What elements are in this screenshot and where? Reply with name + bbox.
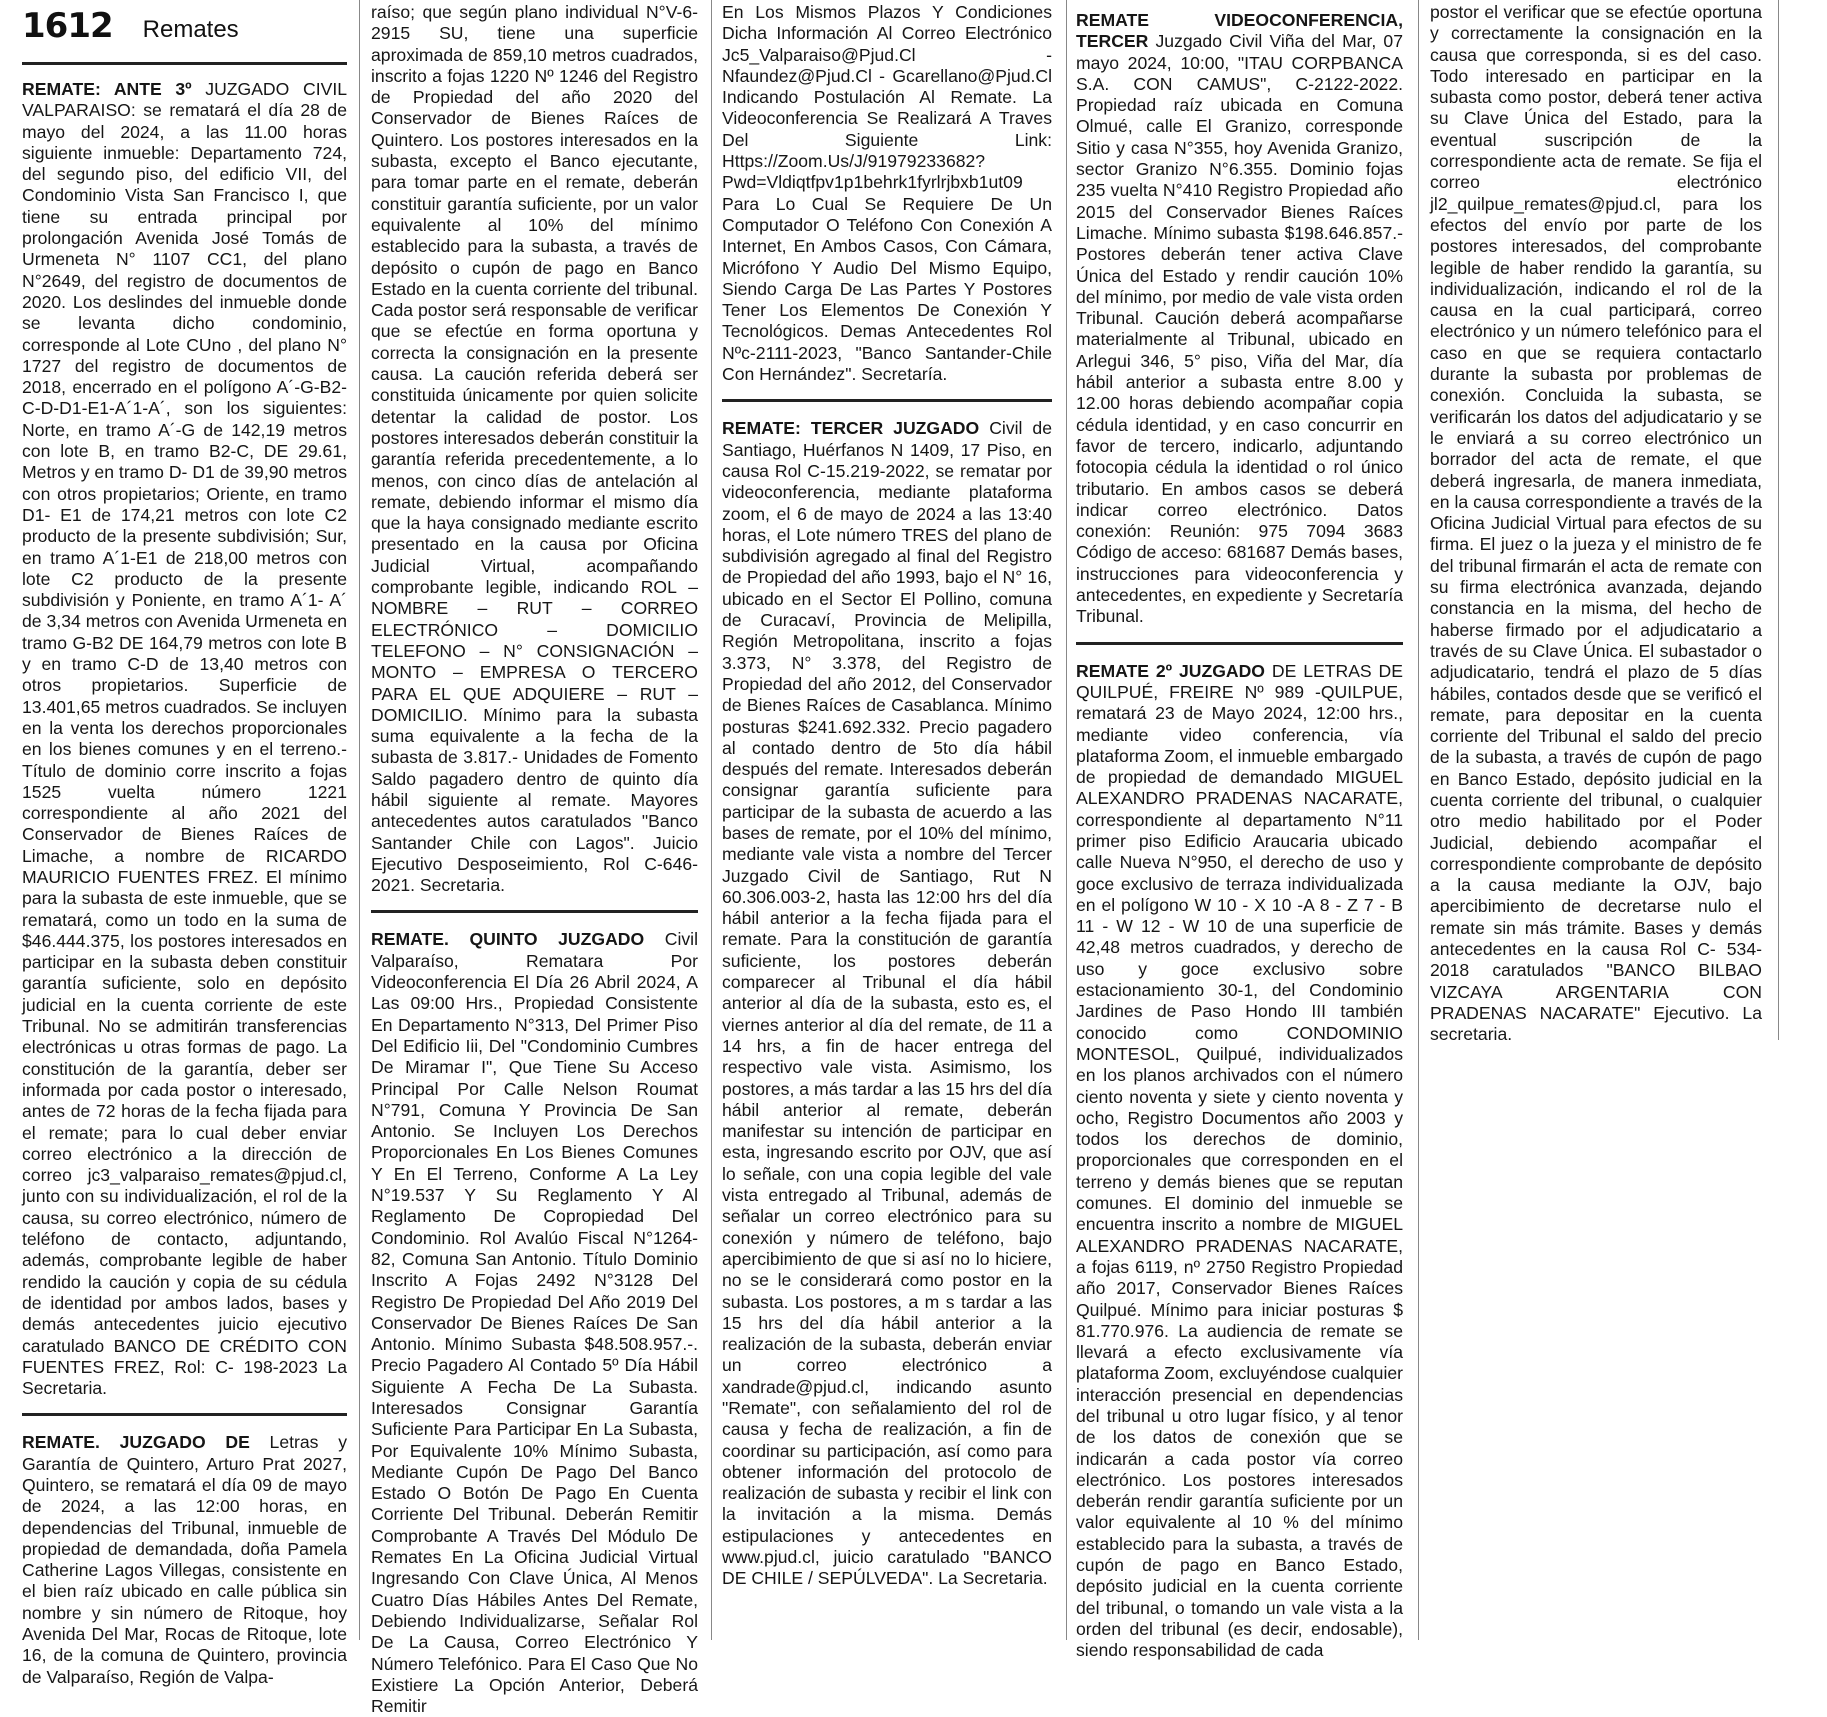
- column-5: [1430, 2, 1762, 1052]
- column-4: [1076, 10, 1403, 1669]
- notice-lead: REMATE 2º JUZGADO: [1076, 660, 1265, 681]
- column-2: [371, 2, 698, 1717]
- notice: [22, 62, 347, 1399]
- notice: [722, 399, 1052, 1589]
- notice: [22, 1413, 347, 1688]
- notice-body: Juzgado Civil Viña del Mar, 07 mayo 2024, 10:00, "ITAU CORPBANCA S.A. CON CAMUS", C-2122-2022. Propiedad raíz ubicada en Comuna Olmué, calle El Granizo, corresponde Sitio y casa N°355, hoy Avenida Granizo, sector Granizo N°6.355. Dominio fojas 235 vuelta N°410 Registro Propiedad año 2015 del Conservador Bienes Raíces Limache. Mínimo subasta $198.646.857.- Postores deberán tener activa Clave Única del Estado y rendir caución 10% del mínimo, por medio de vale vista orden Tribunal. Caución deberá acompañarse materialmente al Tribunal, ubicado en Arlegui 346, 5° piso, Viña del Mar, día hábil anterior a subasta entre 8.00 y 12.00 horas debiendo acompañar copia cédula identidad, y en caso concurrir en favor de tercero, indicarlo, adjuntando fotocopia cédula la identidad o rol único tributario. En ambos casos se deberá indicar correo electrónico. Datos conexión: Reunión: 975 7094 3683 Código de acceso: 681687 Demás bases, instrucciones para videoconferencia y antecedentes, en expediente y Secretaría Tribunal.: [1076, 31, 1403, 627]
- notice: [1076, 642, 1403, 1662]
- page-header: [22, 6, 239, 52]
- column-divider: [1066, 0, 1067, 1640]
- notice-body: Civil Valparaíso, Rematara Por Videoconferencia El Día 26 Abril 2024, A Las 09:00 Hrs., Propiedad Consistente En Departamento N°313, Del Primer Piso Del Edificio Iii, Del "Condominio Cumbres De Miramar I", Que Tiene Su Acceso Principal Por Calle Nelson Roumat N°791, Comuna Y Provincia De San Antonio. Se Incluyen Los Derechos Proporcionales En Los Bienes Comunes Y En El Terreno, Conforme A La Ley N°19.537 Y Su Reglamento Y Al Reglamento De Copropiedad Del Condominio. Rol Avalúo Fiscal N°1264-82, Comuna San Antonio. Título Dominio Inscrito A Fojas 2492 N°3128 Del Registro De Propiedad Del Año 2019 Del Conservador De Bienes Raíces De San Antonio. Mínimo Subasta $48.508.957.-. Precio Pagadero Al Contado 5º Día Hábil Siguiente A Fecha De La Subasta. Interesados Consignar Garantía Suficiente Para Participar En La Subasta, Por Equivalente 10% Mínimo Subasta, Mediante Cupón De Pago Del Banco Estado O Botón De Pago En Cuenta Corriente Del Tribunal. Deberán Remitir Comprobante A Través Del Módulo De Remates En La Oficina Judicial Virtual Ingresando Con Clave Única, Al Menos Cuatro Días Hábiles Antes Del Remate, Debiendo Individualizarse, Señalar Rol De La Causa, Correo Electrónico Y Número Telefónico. Para El Caso Que No Existiere La Opción Anterior, Deberá Remitir: [371, 929, 698, 1717]
- notice-lead: REMATE: ANTE 3º: [22, 79, 192, 99]
- page-number: 1612: [22, 6, 113, 46]
- notice-lead: REMATE: TERCER JUZGADO: [722, 418, 980, 439]
- notice-lead: REMATE VIDEOCONFERENCIA, TERCER: [1076, 10, 1403, 52]
- column-3: [722, 2, 1052, 1661]
- continued-text: raíso; que según plano individual N°V-6-2915 SU, tiene una superficie aproximada de 859,10 metros cuadrados, inscrito a fojas 1220 Nº 1246 del Registro de Propiedad del año 2020 del Conservador de Bienes Raíces de Quintero. Los postores interesados en la subasta, excepto el Banco ejecutante, para tomar parte en el remate, deberán constituir garantía suficiente, por un valor equivalente al 10% del mínimo establecido para la subasta, a través de depósito o cupón de pago en Banco Estado en la cuenta corriente del tribunal. Cada postor será responsable de verificar que se efectúe en forma oportuna y correcta la consignación en la presente causa. La caución referida deberá ser constituida únicamente por quien solicite detentar la calidad de postor. Los postores interesados deberán constituir la garantía referida precedentemente, a lo menos, con cinco días de antelación al remate, debiendo informar el mismo día que la haya consignado mediante escrito presentado en la causa por Oficina Judicial Virtual, acompañando comprobante legible, indicando ROL – NOMBRE – RUT – CORREO ELECTRÓNICO – DOMICILIO TELEFONO – N° CONSIGNACIÓN – MONTO – EMPRESA O TERCERO PARA EL QUE ADQUIERE – RUT – DOMICILIO. Mínimo para la subasta suma equivalente a la fecha de la subasta de 3.817.- Unidades de Fomento Saldo pagadero dentro de quinto día hábil siguiente al remate. Mayores antecedentes autos caratulados "Banco Santander Chile con Lagos". Juicio Ejecutivo Desposeimiento, Rol C-646-2021. Secretaria.: [371, 2, 698, 896]
- notice-lead: REMATE. JUZGADO DE: [22, 1432, 250, 1453]
- column-divider: [1778, 0, 1779, 1040]
- notice: [371, 910, 698, 1717]
- notice-body: Civil de Santiago, Huérfanos N 1409, 17 Piso, en causa Rol C-15.219-2022, se rematar por videoconferencia, mediante plataforma zoom, el 6 de mayo de 2024 a las 13:40 horas, el Lote número TRES del plano de subdivisión agregado al final del Registro de Propiedad del año 1993, bajo el N° 16, ubicado en el Sector El Pollino, comuna de Curacaví, Provincia de Melipilla, Región Metropolitana, inscrito a fojas 3.373, N° 3.378, del Registro de Propiedad del año 2012, del Conservador de Bienes Raíces de Casablanca. Mínimo posturas $241.692.332. Precio pagadero al contado dentro de 5to día hábil después del remate. Interesados deberán consignar garantía suficiente para participar de la subasta de acuerdo a las bases de remate, por el 10% del mínimo, mediante vale vista a nombre del Tercer Juzgado Civil de Santiago, Rut N 60.306.003-2, hasta las 12:00 hrs del día hábil anterior a la fecha fijada para el remate. Para la constitución de garantía suficiente, los postores deberán comparecer al Tribunal el día hábil anterior al día de la subasta, esto es, el viernes anterior al día del remate, de 11 a 14 hrs, a fin de hacer entrega del respectivo vale vista. Asimismo, los postores, a más tardar a las 15 hrs del día hábil anterior al remate, deberán manifestar su intención de participar en esta, ingresando escrito por OJV, que así lo señale, con una copia legible del vale vista entregado al Tribunal, además de señalar un correo electrónico para su conexión y número de teléfono, bajo apercibimiento de que si así no lo hiciere, no se le considerará como postor en la subasta. Los postores, a m s tardar a las 15 hrs del día hábil anterior a la realización de la subasta, deberán enviar un correo electrónico a xandrade@pjud.cl, indicando asunto "Remate", con señalamiento del rol de causa y fecha de realización, a fin de coordinar su participación, así como para obtener información del protocolo de realización de subasta y recibir el link con la invitación a la misma. Demás estipulaciones y antecedentes en www.pjud.cl, juicio caratulado "BANCO DE CHILE / SEPÚLVEDA". La Secretaria.: [722, 418, 1053, 1589]
- notice-lead: REMATE. QUINTO JUZGADO: [371, 929, 645, 950]
- notice-body: JUZGADO CIVIL VALPARAISO: se rematará el día 28 de mayo del 2024, a las 11.00 horas siguiente inmueble: Departamento 724, del segundo piso, del edificio VII, del Condominio Vista San Francisco I, que tiene su entrada principal por prolongación Avenida José Tomás de Urmeneta N° 1107 CC1, del plano N°2649, del registro de documentos de 2020. Los deslindes del inmueble donde se levanta dicho condominio, corresponde al Lote CUno , del plano N° 1727 del registro de documentos de 2018, encerrado en el polígono A´-G-B2-C-D-D1-E1-A´1-A´, son los siguientes: Norte, en tramo A´-G de 142,19 metros con lote B, en tramo B2-C, DE 29.61, Metros y en tramo D- D1 de 39,90 metros con otros propietarios; Oriente, en tramo D1- E1 de 174,21 metros con lote C2 producto de la presente subdivisión; Sur, en tramo A´1-E1 de 218,00 metros con lote C2 producto de la presente subdivisión y Poniente, en tramo A´1- A´ de 3,34 metros con Avenida Urmeneta en tramo G-B2 DE 164,79 metros con lote B y en tramo C-D de 13,40 metros con otros propietarios. Superficie de 13.401,65 metros cuadrados. Se incluyen en la venta los derechos proporcionales en los bienes comunes y en el terreno.- Título de dominio corre inscrito a fojas 1525 vuelta número 1221 correspondiente al año 2021 del Conservador de Bienes Raíces de Limache, a nombre de RICARDO MAURICIO FUENTES FREZ. El mínimo para la subasta de este inmueble, que se rematará, como un todo en la suma de $46.444.375, los postores interesados en participar en la subasta deben constituir garantía suficiente, solo en depósito judicial en la cuenta corriente de este Tribunal. No se admitirán transferencias electrónicas u otras formas de pago. La constitución de la garantía, deber ser informada por cada postor o interesado, antes de 72 horas de la fecha fijada para el remate; para lo cual deber enviar correo electrónico a la dirección de correo jc3_valparaiso_remates@pjud.cl, junto con su individualización, el rol de la causa, su correo electrónico, número de teléfono de contacto, adjuntando, además, comprobante legible de haber rendido la caución y copia de su cédula de identidad por ambos lados, bases y demás antecedentes juicio ejecutivo caratulado BANCO DE CRÉDITO CON FUENTES FREZ, Rol: C- 198-2023 La Secretaria.: [22, 79, 347, 1399]
- notice-body: Letras y Garantía de Quintero, Arturo Prat 2027, Quintero, se rematará el día 09 de mayo de 2024, a las 12:00 horas, en dependencias del Tribunal, inmueble de propiedad de demandada, doña Pamela Catherine Lagos Villegas, consistente en el bien raíz ubicado en calle pública sin nombre y sin número de Ritoque, hoy Avenida Del Mar, Rocas de Ritoque, lote 16, de la comuna de Quintero, provincia de Valparaíso, Región de Valpa-: [22, 1432, 347, 1687]
- notice-body: DE LETRAS DE QUILPUÉ, FREIRE Nº 989 -QUILPUE, rematará 23 de Mayo 2024, 12:00 hrs., mediante video conferencia, vía plataforma Zoom, el inmueble embargado de propiedad de demandado MIGUEL ALEXANDRO PRADENAS NACARATE, correspondiente al departamento N°11 primer piso Edificio Araucaria ubicado calle Nueva N°950, el derecho de uso y goce exclusivo de terraza individualizada en el polígono W 10 - X 10 -A 8 - Z 7 - B 11 - W 12 - W 10 de una superficie de 42,48 metros cuadrados, y derecho de uso y goce exclusivo sobre estacionamiento 30-1, del Condominio Jardines de Paso Hondo III también conocido como CONDOMINIO MONTESOL, Quilpué, individualizados en los planos archivados con el número ciento noventa y siete y ciento noventa y ocho, Registro Documentos año 2003 y todos los derechos de dominio, proporcionales que corresponden en el terreno y demás bienes que se reputan comunes. El dominio del inmueble se encuentra inscrito a nombre de MIGUEL ALEXANDRO PRADENAS NACARATE, a fojas 6119, nº 2750 Registro Propiedad año 2017, Conservador Bienes Raíces Quilpué. Mínimo para iniciar posturas $ 81.770.976. La audiencia de remate se llevará a efecto exclusivamente vía plataforma Zoom, excluyéndose cualquier interacción presencial en dependencias del tribunal u otro lugar físico, y al tenor de los datos de conexión que se indicarán a cada postor vía correo electrónico. Los postores interesados deberán rendir garantía suficiente por un valor equivalente al 10 % del mínimo establecido para la subasta, a través de cupón de pago en Banco Estado, depósito judicial en la cuenta corriente del tribunal, o tomando un vale vista a la orden del tribunal (es decir, endosable), siendo responsabilidad de cada: [1076, 660, 1403, 1661]
- column-divider: [1418, 0, 1419, 1640]
- notice: [1076, 10, 1403, 628]
- column-divider: [711, 0, 712, 1640]
- section-title: Remates: [142, 16, 239, 43]
- column-1: [22, 62, 347, 1687]
- continued-text: postor el verificar que se efectúe oportuna y correctamente la consignación en la causa que corresponda, si es del caso. Todo interesado en participar en la subasta como postor, deberá tener activa su Clave Única del Estado, para la eventual suscripción de la correspondiente acta de remate. Se fija el correo electrónico jl2_quilpue_remates@pjud.cl, para los efectos del envío por parte de los postores interesados, del comprobante legible de haber rendido la garantía, su individualización, indicando el rol de la causa en la cual participará, correo electrónico y un número telefónico para el caso en que se requiera contactarlo durante la subasta por problemas de conexión. Concluida la subasta, se verificarán los datos del adjudicatario y se le enviará a su correo electrónico un borrador del acta de remate, el que deberá ingresarla, de manera inmediata, en la causa correspondiente a través de la Oficina Judicial Virtual para efectos de su firma. El juez o la jueza y el ministro de fe del tribunal firmarán el acta de remate con su firma electrónica avanzada, dejando constancia en la misma, del hecho de haberse firmado por el adjudicatario a través de su Clave Única. El subastador o adjudicatario, tendrá el plazo de 5 días hábiles, contados desde que se verificó el remate, para depositar en la cuenta corriente del Tribunal el saldo del precio de la subasta, a través de cupón de pago en Banco Estado, depósito judicial en la cuenta corriente del tribunal, o cualquier otro medio habilitado por el Poder Judicial, debiendo acompañar el correspondiente comprobante de depósito a la causa mediante la OJV, bajo apercibimiento de decretarse nulo el remate sin más trámite. Bases y demás antecedentes en la causa Rol C- 534-2018 caratulados "BANCO BILBAO VIZCAYA ARGENTARIA CON PRADENAS NACARATE" Ejecutivo. La secretaria.: [1430, 2, 1762, 1045]
- continued-text: En Los Mismos Plazos Y Condiciones Dicha Información Al Correo Electrónico Jc5_Valparaiso@Pjud.Cl - Nfaundez@Pjud.Cl - Gcarellano@Pjud.Cl Indicando Postulación Al Remate. La Videoconferencia Se Realizará A Traves Del Siguiente Link: Https://Zoom.Us/J/91979233682?Pwd=Vldiqtfpv1p1behrk1fyrlrjbxb1ut09 Para Lo Cual Se Requiere De Un Computador O Teléfono Con Conexión A Internet, En Ambos Casos, Con Cámara, Micrófono Y Audio Del Mismo Equipo, Siendo Carga De Las Partes Y Postores Tener Los Elementos De Conexión Y Tecnológicos. Demas Antecedentes Rol Nºc-2111-2023, "Banco Santander-Chile Con Hernández". Secretaría.: [722, 2, 1052, 385]
- column-divider: [359, 0, 360, 1640]
